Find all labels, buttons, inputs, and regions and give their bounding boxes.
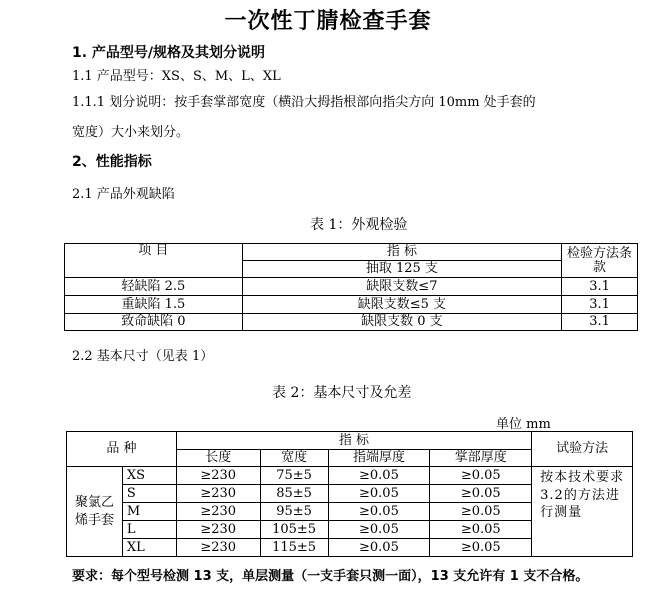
finger-thickness-cell: ≥0.05 xyxy=(328,521,430,539)
dimension-table xyxy=(66,431,633,557)
finger-thickness-cell: ≥0.05 xyxy=(328,467,430,485)
method-text: 按本技术要求3.2的方法进行测量 xyxy=(532,467,633,557)
palm-thickness-cell: ≥0.05 xyxy=(430,485,532,503)
length-cell: ≥230 xyxy=(176,485,260,503)
subheader-width: 宽度 xyxy=(260,450,328,467)
length-cell: ≥230 xyxy=(176,467,260,485)
defect-method: 3.1 xyxy=(562,278,638,296)
width-cell: 115±5 xyxy=(260,539,328,557)
size-cell: S xyxy=(122,485,176,503)
defect-method: 3.1 xyxy=(562,296,638,314)
defect-item: 重缺陷 1.5 xyxy=(65,296,243,314)
length-cell: ≥230 xyxy=(176,539,260,557)
paragraph-1-1-1-line2: 宽度）大小来划分。 xyxy=(72,125,190,140)
finger-thickness-cell: ≥0.05 xyxy=(328,485,430,503)
header-indicator: 指 标 xyxy=(242,244,561,261)
size-cell: XL xyxy=(122,539,176,557)
section-1-heading: 1. 产品型号/规格及其划分说明 xyxy=(72,45,266,61)
header-indicator: 指 标 xyxy=(176,432,531,450)
palm-thickness-cell: ≥0.05 xyxy=(430,467,532,485)
width-cell: 95±5 xyxy=(260,503,328,521)
size-cell: L xyxy=(122,521,176,539)
table-row xyxy=(65,278,638,296)
subheader-palm-thickness: 掌部厚度 xyxy=(430,450,532,467)
subheader-length: 长度 xyxy=(176,450,260,467)
length-cell: ≥230 xyxy=(176,521,260,539)
defect-item: 轻缺陷 2.5 xyxy=(65,278,243,296)
defect-value: 缺限支数≤5 支 xyxy=(242,296,561,314)
paragraph-2-1: 2.1 产品外观缺陷 xyxy=(72,187,175,202)
header-method: 试验方法 xyxy=(532,432,633,467)
page-title: 一次性丁腈检查手套 xyxy=(224,9,432,34)
palm-thickness-cell: ≥0.05 xyxy=(430,503,532,521)
paragraph-1-1: 1.1 产品型号：XS、S、M、L、XL xyxy=(72,69,281,84)
size-cell: XS xyxy=(122,467,176,485)
subheader-finger-thickness: 指端厚度 xyxy=(328,450,430,467)
defect-method: 3.1 xyxy=(562,314,638,331)
appearance-table xyxy=(64,243,638,331)
header-item: 项 目 xyxy=(65,244,243,278)
table-1-caption: 表 1：外观检验 xyxy=(310,217,408,233)
palm-thickness-cell: ≥0.05 xyxy=(430,539,532,557)
paragraph-1-1-1-line1: 1.1.1 划分说明：按手套掌部宽度（横沿大拇指根部向指尖方向 10mm 处手套的 xyxy=(72,95,536,110)
table-row xyxy=(67,467,633,485)
paragraph-2-2: 2.2 基本尺寸（见表 1） xyxy=(72,349,214,364)
length-cell: ≥230 xyxy=(176,503,260,521)
table-row xyxy=(65,314,638,331)
size-cell: M xyxy=(122,503,176,521)
requirement-note: 要求：每个型号检测 13 支，单层测量（一支手套只测一面），13 支允许有 1 支不合格。 xyxy=(72,569,589,584)
finger-thickness-cell: ≥0.05 xyxy=(328,539,430,557)
finger-thickness-cell: ≥0.05 xyxy=(328,503,430,521)
product-name: 聚氯乙烯手套 xyxy=(67,467,123,557)
width-cell: 85±5 xyxy=(260,485,328,503)
header-sample: 抽取 125 支 xyxy=(242,261,561,278)
table-row xyxy=(65,296,638,314)
defect-value: 缺限支数 0 支 xyxy=(242,314,561,331)
header-variety: 品 种 xyxy=(67,432,177,467)
width-cell: 105±5 xyxy=(260,521,328,539)
width-cell: 75±5 xyxy=(260,467,328,485)
palm-thickness-cell: ≥0.05 xyxy=(430,521,532,539)
unit-label: 单位 mm xyxy=(496,417,551,432)
section-2-heading: 2、性能指标 xyxy=(72,154,152,170)
header-method: 检验方法条款 xyxy=(562,244,638,278)
table-2-caption: 表 2：基本尺寸及允差 xyxy=(272,385,412,401)
defect-item: 致命缺陷 0 xyxy=(65,314,243,331)
defect-value: 缺限支数≤7 xyxy=(242,278,561,296)
